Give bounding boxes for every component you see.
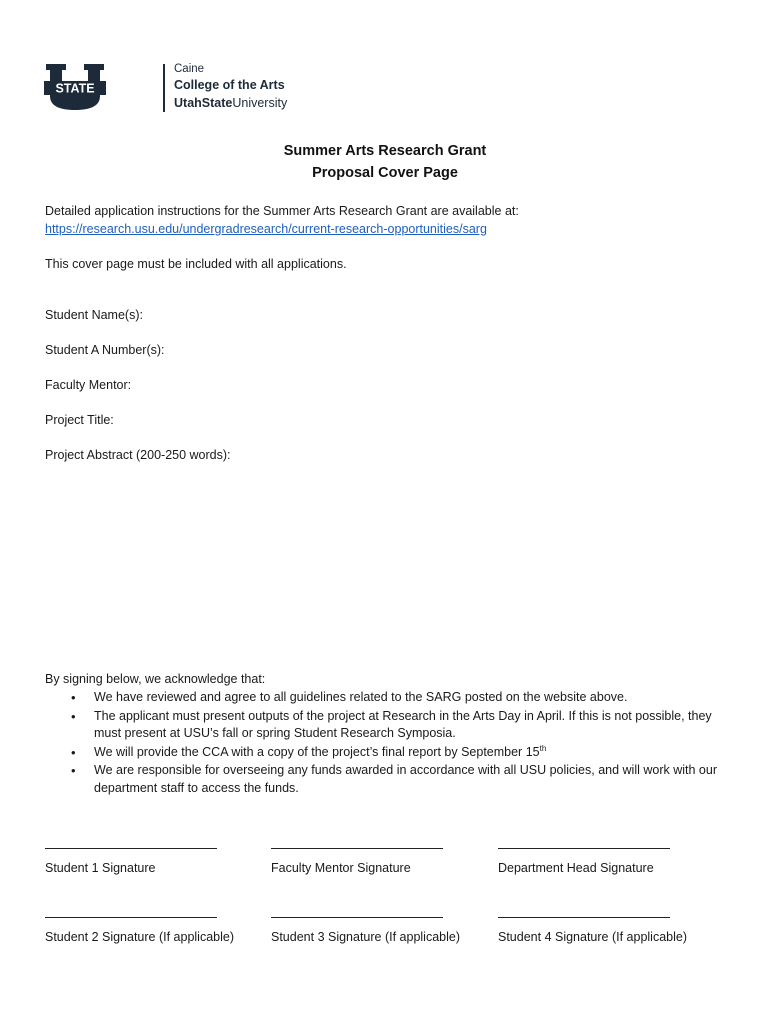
logo-college: College of the Arts (174, 78, 285, 92)
svg-text:STATE: STATE (55, 81, 95, 96)
usu-logo (44, 62, 288, 116)
page-title: Summer Arts Research Grant (283, 143, 487, 159)
student-names-label: Student Name(s): (45, 308, 143, 322)
student3-signature-label: Student 3 Signature (If applicable) (271, 930, 461, 944)
instructions-link[interactable]: https://research.usu.edu/undergradresearch/current-research-opportunities/sarg (45, 222, 487, 236)
logo-university: UtahStateUniversity (174, 96, 288, 110)
logo-caine: Caine (174, 63, 205, 75)
list-item: • We are responsible for overseeing any funds awarded in accordance with all USU policies, and will work with our department staff to access the funds. (45, 762, 735, 797)
department-head-signature-label: Department Head Signature (498, 861, 654, 875)
student4-signature-line[interactable] (498, 917, 687, 944)
cover-page-note: This cover page must be included with all applications. (45, 257, 347, 271)
student1-signature-line[interactable] (45, 848, 217, 875)
logo-divider (163, 64, 165, 112)
project-abstract-label: Project Abstract (200-250 words): (45, 448, 231, 462)
utah-state-u-logo-icon (44, 62, 106, 112)
acknowledgment-lead: By signing below, we acknowledge that: (45, 672, 266, 686)
faculty-mentor-label: Faculty Mentor: (45, 378, 132, 392)
student2-signature-line[interactable] (45, 917, 234, 944)
list-item: • We will provide the CCA with a copy of the project’s final report by September 15th (45, 744, 735, 762)
student1-signature-label: Student 1 Signature (45, 861, 156, 875)
list-item: • We have reviewed and agree to all guidelines related to the SARG posted on the website above. (45, 689, 735, 707)
project-title-label: Project Title: (45, 413, 114, 427)
department-head-signature-line[interactable] (498, 848, 670, 875)
logo-wordmark (174, 62, 287, 111)
page-subtitle: Proposal Cover Page (312, 165, 458, 181)
acknowledgment-list (45, 689, 735, 798)
instructions-text: Detailed application instructions for the Summer Arts Research Grant are available at: (45, 204, 519, 218)
faculty-mentor-signature-line[interactable] (271, 848, 443, 875)
student4-signature-label: Student 4 Signature (If applicable) (498, 930, 688, 944)
student2-signature-label: Student 2 Signature (If applicable) (45, 930, 235, 944)
faculty-mentor-signature-label: Faculty Mentor Signature (271, 861, 411, 875)
student3-signature-line[interactable] (271, 917, 460, 944)
a-numbers-label: Student A Number(s): (45, 343, 165, 357)
list-item: • The applicant must present outputs of the project at Research in the Arts Day in April. If this is not possible, they must present at USU’s fall or spring Student Research Symposia. (45, 708, 735, 743)
